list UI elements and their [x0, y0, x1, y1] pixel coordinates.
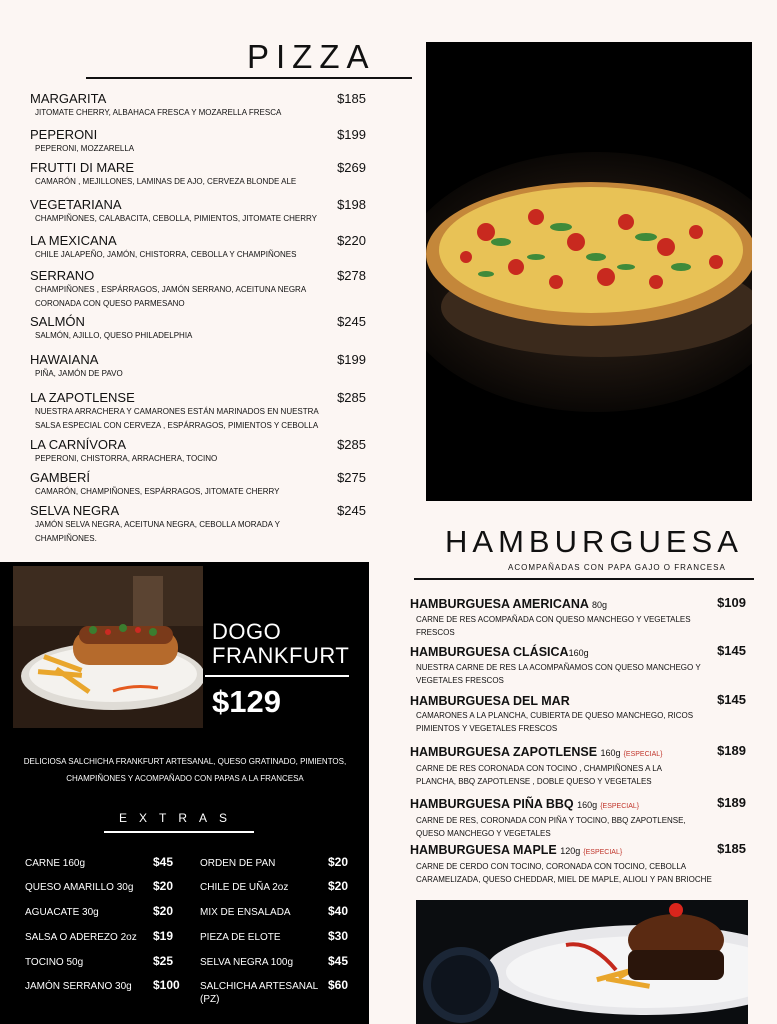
- burger-section-title: HAMBURGUESA: [445, 524, 743, 559]
- item-description: PEPERONI, CHISTORRA, ARRACHERA, TOCINO: [35, 454, 218, 463]
- extra-item: [200, 980, 355, 1006]
- menu-item: [30, 314, 370, 343]
- extra-name: ORDEN DE PAN: [200, 858, 276, 869]
- menu-item: [410, 745, 750, 788]
- extra-item: [200, 857, 355, 870]
- item-price: $109: [717, 595, 746, 610]
- item-name: LA CARNÍVORA: [30, 437, 127, 452]
- item-name: VEGETARIANA: [30, 197, 122, 212]
- item-description: PIÑA, JAMÓN DE PAVO: [35, 369, 123, 378]
- item-weight: 80g: [591, 600, 607, 610]
- item-price: $145: [717, 643, 746, 658]
- item-name: PEPERONI: [30, 127, 98, 142]
- menu-item: [410, 797, 750, 840]
- item-name: HAMBURGUESA MAPLE 120g {ESPECIAL}: [410, 843, 623, 857]
- menu-item: [30, 390, 370, 433]
- item-description: JAMÓN SELVA NEGRA, ACEITUNA NEGRA, CEBOLLA MORADA Y CHAMPIÑONES.: [35, 520, 280, 543]
- menu-item: [30, 268, 370, 311]
- extra-item: [200, 931, 355, 944]
- item-price: $285: [337, 390, 366, 405]
- extra-price: $19: [153, 929, 174, 943]
- item-name: LA MEXICANA: [30, 233, 117, 248]
- item-price: $278: [337, 268, 366, 283]
- item-price: $285: [337, 437, 366, 452]
- extra-price: $30: [328, 929, 349, 943]
- extra-item: [25, 857, 175, 870]
- item-description: NUESTRA CARNE DE RES LA ACOMPAÑAMOS CON QUESO MANCHEGO Y VEGETALES FRESCOS: [416, 663, 701, 685]
- item-weight: 160g: [577, 800, 598, 810]
- item-price: $199: [337, 352, 366, 367]
- item-price: $220: [337, 233, 366, 248]
- menu-item: [30, 470, 370, 499]
- menu-item: [30, 160, 370, 189]
- item-price: $245: [337, 314, 366, 329]
- pizza-section-title: PIZZA: [247, 38, 376, 75]
- item-price: $145: [717, 692, 746, 707]
- extra-price: $100: [153, 978, 180, 992]
- extra-price: $20: [153, 904, 174, 918]
- item-name: SELVA NEGRA: [30, 503, 120, 518]
- special-tag: {ESPECIAL}: [583, 849, 623, 856]
- item-description: CAMARÓN , MEJILLONES, LAMINAS DE AJO, CERVEZA BLONDE ALE: [35, 177, 297, 186]
- item-description: CARNE DE RES, CORONADA CON PIÑA Y TOCINO, BBQ ZAPOTLENSE, QUESO MANCHEGO Y VEGETALES: [416, 816, 686, 838]
- burger-section-subtitle: ACOMPAÑADAS CON PAPA GAJO O FRANCESA: [508, 563, 726, 572]
- item-name: LA ZAPOTLENSE: [30, 390, 135, 405]
- menu-item: [410, 645, 750, 687]
- extra-name: AGUACATE 30g: [25, 907, 99, 918]
- extra-price: $60: [328, 978, 349, 992]
- item-description: NUESTRA ARRACHERA Y CAMARONES ESTÁN MARINADOS EN NUESTRA SALSA ESPECIAL CON CERVEZA , ESPÁRRAGOS, PIMIENTOS Y CEBOLLA: [35, 407, 319, 430]
- extra-item: [200, 881, 355, 894]
- item-name: HAMBURGUESA DEL MAR: [410, 694, 570, 708]
- item-description: CHILE JALAPEÑO, JAMÓN, CHISTORRA, CEBOLLA Y CHAMPIÑONES: [35, 250, 297, 259]
- item-weight: 160g: [600, 748, 621, 758]
- item-price: $189: [717, 795, 746, 810]
- extra-item: [25, 931, 175, 944]
- menu-item: [30, 437, 370, 466]
- extra-price: $20: [328, 879, 349, 893]
- extra-item: [25, 956, 175, 969]
- item-name: SERRANO: [30, 268, 95, 283]
- item-description: CARNE DE CERDO CON TOCINO, CORONADA CON TOCINO, CEBOLLA CARAMELIZADA, QUESO CHEDDAR, MIEL DE MAPLE, ALIOLI Y PAN BRIOCHE: [416, 862, 712, 884]
- extra-item: [25, 906, 175, 919]
- item-price: $275: [337, 470, 366, 485]
- extra-item: [25, 881, 175, 894]
- hotdog-photo: [13, 566, 203, 728]
- extra-price: $25: [153, 954, 174, 968]
- item-name: MARGARITA: [30, 91, 107, 106]
- item-price: $198: [337, 197, 366, 212]
- burger-photo: [416, 900, 748, 1024]
- extra-item: [200, 906, 355, 919]
- item-description: CHAMPIÑONES , ESPÁRRAGOS, JAMÓN SERRANO, ACEITUNA NEGRA CORONADA CON QUESO PARMESANO: [35, 285, 306, 308]
- item-price: $269: [337, 160, 366, 175]
- item-name: FRUTTI DI MARE: [30, 160, 134, 175]
- extra-price: $45: [153, 855, 174, 869]
- extras-title: EXTRAS: [118, 811, 239, 825]
- item-name: SALMÓN: [30, 314, 85, 329]
- extra-name: SALCHICHA ARTESANAL (PZ): [200, 981, 318, 1005]
- item-price: $189: [717, 743, 746, 758]
- item-name: GAMBERÍ: [30, 470, 90, 485]
- extra-name: TOCINO 50g: [25, 957, 84, 968]
- extra-name: PIEZA DE ELOTE: [200, 932, 281, 943]
- extra-name: SELVA NEGRA 100g: [200, 957, 294, 968]
- dogo-title: DOGO FRANKFURT: [212, 619, 350, 668]
- item-name: HAMBURGUESA PIÑA BBQ 160g {ESPECIAL}: [410, 797, 640, 811]
- dogo-title-divider: [205, 675, 349, 677]
- item-name: HAWAIANA: [30, 352, 99, 367]
- extra-price: $45: [328, 954, 349, 968]
- item-description: JITOMATE CHERRY, ALBAHACA FRESCA Y MOZARELLA FRESCA: [35, 108, 282, 117]
- dogo-description: DELICIOSA SALCHICHA FRANKFURT ARTESANAL, QUESO GRATINADO, PIMIENTOS, CHAMPIÑONES Y ACOMPAÑADO CON PAPAS A LA FRANCESA: [23, 757, 347, 783]
- item-description: CHAMPIÑONES, CALABACITA, CEBOLLA, PIMIENTOS, JITOMATE CHERRY: [35, 214, 317, 223]
- item-description: CAMARONES A LA PLANCHA, CUBIERTA DE QUESO MANCHEGO, RICOS PIMIENTOS Y VEGETALES FRESCOS: [416, 711, 694, 733]
- item-description: CARNE DE RES CORONADA CON TOCINO , CHAMPIÑONES A LA PLANCHA, BBQ ZAPOTLENSE , DOBLE QUESO Y VEGETALES: [416, 764, 662, 786]
- extra-name: CHILE DE UÑA 2oz: [200, 882, 289, 893]
- item-description: SALMÓN, AJILLO, QUESO PHILADELPHIA: [35, 331, 193, 340]
- item-weight: 120g: [560, 846, 581, 856]
- menu-item: [30, 233, 370, 262]
- special-tag: {ESPECIAL}: [623, 751, 663, 758]
- extra-price: $40: [328, 904, 349, 918]
- extra-price: $20: [328, 855, 349, 869]
- menu-item: [30, 352, 370, 381]
- extra-item: [25, 978, 180, 993]
- item-description: CAMARÓN, CHAMPIÑONES, ESPÁRRAGOS, JITOMATE CHERRY: [35, 487, 280, 496]
- dogo-price: $129: [212, 684, 281, 719]
- item-description: PEPERONI, MOZZARELLA: [35, 144, 135, 153]
- burger-title-divider: [414, 578, 754, 580]
- extra-item: [200, 956, 355, 969]
- menu-item: [30, 197, 370, 226]
- menu-item: [410, 597, 750, 639]
- menu-item: [410, 843, 750, 886]
- extra-name: MIX DE ENSALADA: [200, 907, 291, 918]
- extras-title-divider: [104, 831, 254, 833]
- item-price: $199: [337, 127, 366, 142]
- item-name: HAMBURGUESA CLÁSICA160g: [410, 645, 589, 659]
- menu-item: [30, 91, 370, 120]
- item-description: CARNE DE RES ACOMPAÑADA CON QUESO MANCHEGO Y VEGETALES FRESCOS: [416, 615, 691, 637]
- item-weight: 160g: [568, 648, 589, 658]
- item-price: $245: [337, 503, 366, 518]
- item-price: $185: [337, 91, 366, 106]
- extra-name: JAMÓN SERRANO 30g: [25, 981, 132, 992]
- special-tag: {ESPECIAL}: [600, 803, 640, 810]
- extra-name: QUESO AMARILLO 30g: [25, 882, 134, 893]
- menu-item: [30, 127, 370, 156]
- item-name: HAMBURGUESA AMERICANA 80g: [410, 597, 607, 611]
- extra-name: SALSA O ADEREZO 2oz: [25, 932, 137, 943]
- extra-name: CARNE 160g: [25, 858, 86, 869]
- pizza-photo: [426, 42, 752, 501]
- extra-price: $20: [153, 879, 174, 893]
- menu-item: [410, 694, 750, 735]
- pizza-title-divider: [86, 77, 412, 79]
- menu-item: [30, 503, 370, 546]
- item-name: HAMBURGUESA ZAPOTLENSE 160g {ESPECIAL}: [410, 745, 663, 759]
- item-price: $185: [717, 841, 746, 856]
